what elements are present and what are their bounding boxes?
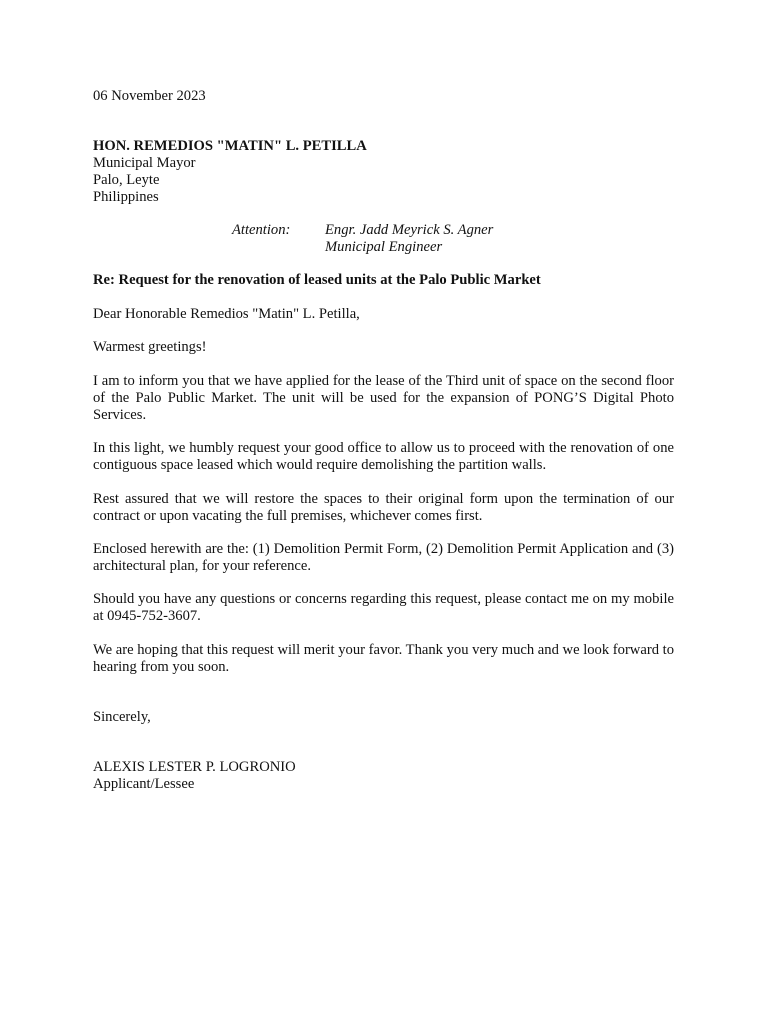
- attention-block: [325, 222, 493, 256]
- recipient-title: Municipal Mayor: [93, 155, 196, 171]
- subject-line: Re: Request for the renovation of leased units at the Palo Public Market: [93, 272, 541, 288]
- body-text-5: Should you have any questions or concerns regarding this request, please contact me on my mobile at 0945-752-3607.: [93, 591, 674, 624]
- recipient-country: Philippines: [93, 189, 159, 205]
- letter-date: 06 November 2023: [93, 88, 206, 104]
- greeting: Warmest greetings!: [93, 339, 207, 355]
- salutation: Dear Honorable Remedios "Matin" L. Petilla,: [93, 306, 360, 322]
- closing: Sincerely,: [93, 709, 151, 725]
- recipient-name: HON. REMEDIOS "MATIN" L. PETILLA: [93, 138, 367, 154]
- body-paragraph-1: [93, 373, 674, 424]
- signatory-role: Applicant/Lessee: [93, 776, 195, 792]
- body-text-1: I am to inform you that we have applied for the lease of the Third unit of space on the second floor of the Palo Public Market. The unit will be used for the expansion of PONG’S Digital Photo Services.: [93, 373, 674, 423]
- body-text-3: Rest assured that we will restore the spaces to their original form upon the termination of our contract or upon vacating the full premises, whichever comes first.: [93, 491, 674, 524]
- body-text-2: In this light, we humbly request your good office to allow us to proceed with the renovation of one contiguous space leased which would require demolishing the partition walls.: [93, 440, 674, 473]
- attention-label: Attention:: [232, 222, 291, 238]
- signatory-name: ALEXIS LESTER P. LOGRONIO: [93, 759, 296, 775]
- body-text-4: Enclosed herewith are the: (1) Demolition Permit Form, (2) Demolition Permit Application and (3) architectural plan, for your reference.: [93, 541, 674, 574]
- recipient-city: Palo, Leyte: [93, 172, 160, 188]
- body-paragraph-5: [93, 591, 674, 625]
- body-text-6: We are hoping that this request will merit your favor. Thank you very much and we look forward to hearing from you soon.: [93, 642, 674, 675]
- attention-title: Municipal Engineer: [325, 239, 443, 255]
- signature-block: [93, 759, 296, 793]
- attention-name: Engr. Jadd Meyrick S. Agner: [325, 222, 494, 238]
- body-paragraph-2: [93, 440, 674, 474]
- body-paragraph-6: [93, 642, 674, 676]
- body-paragraph-3: [93, 491, 674, 525]
- body-paragraph-4: [93, 541, 674, 575]
- recipient-block: [93, 138, 367, 206]
